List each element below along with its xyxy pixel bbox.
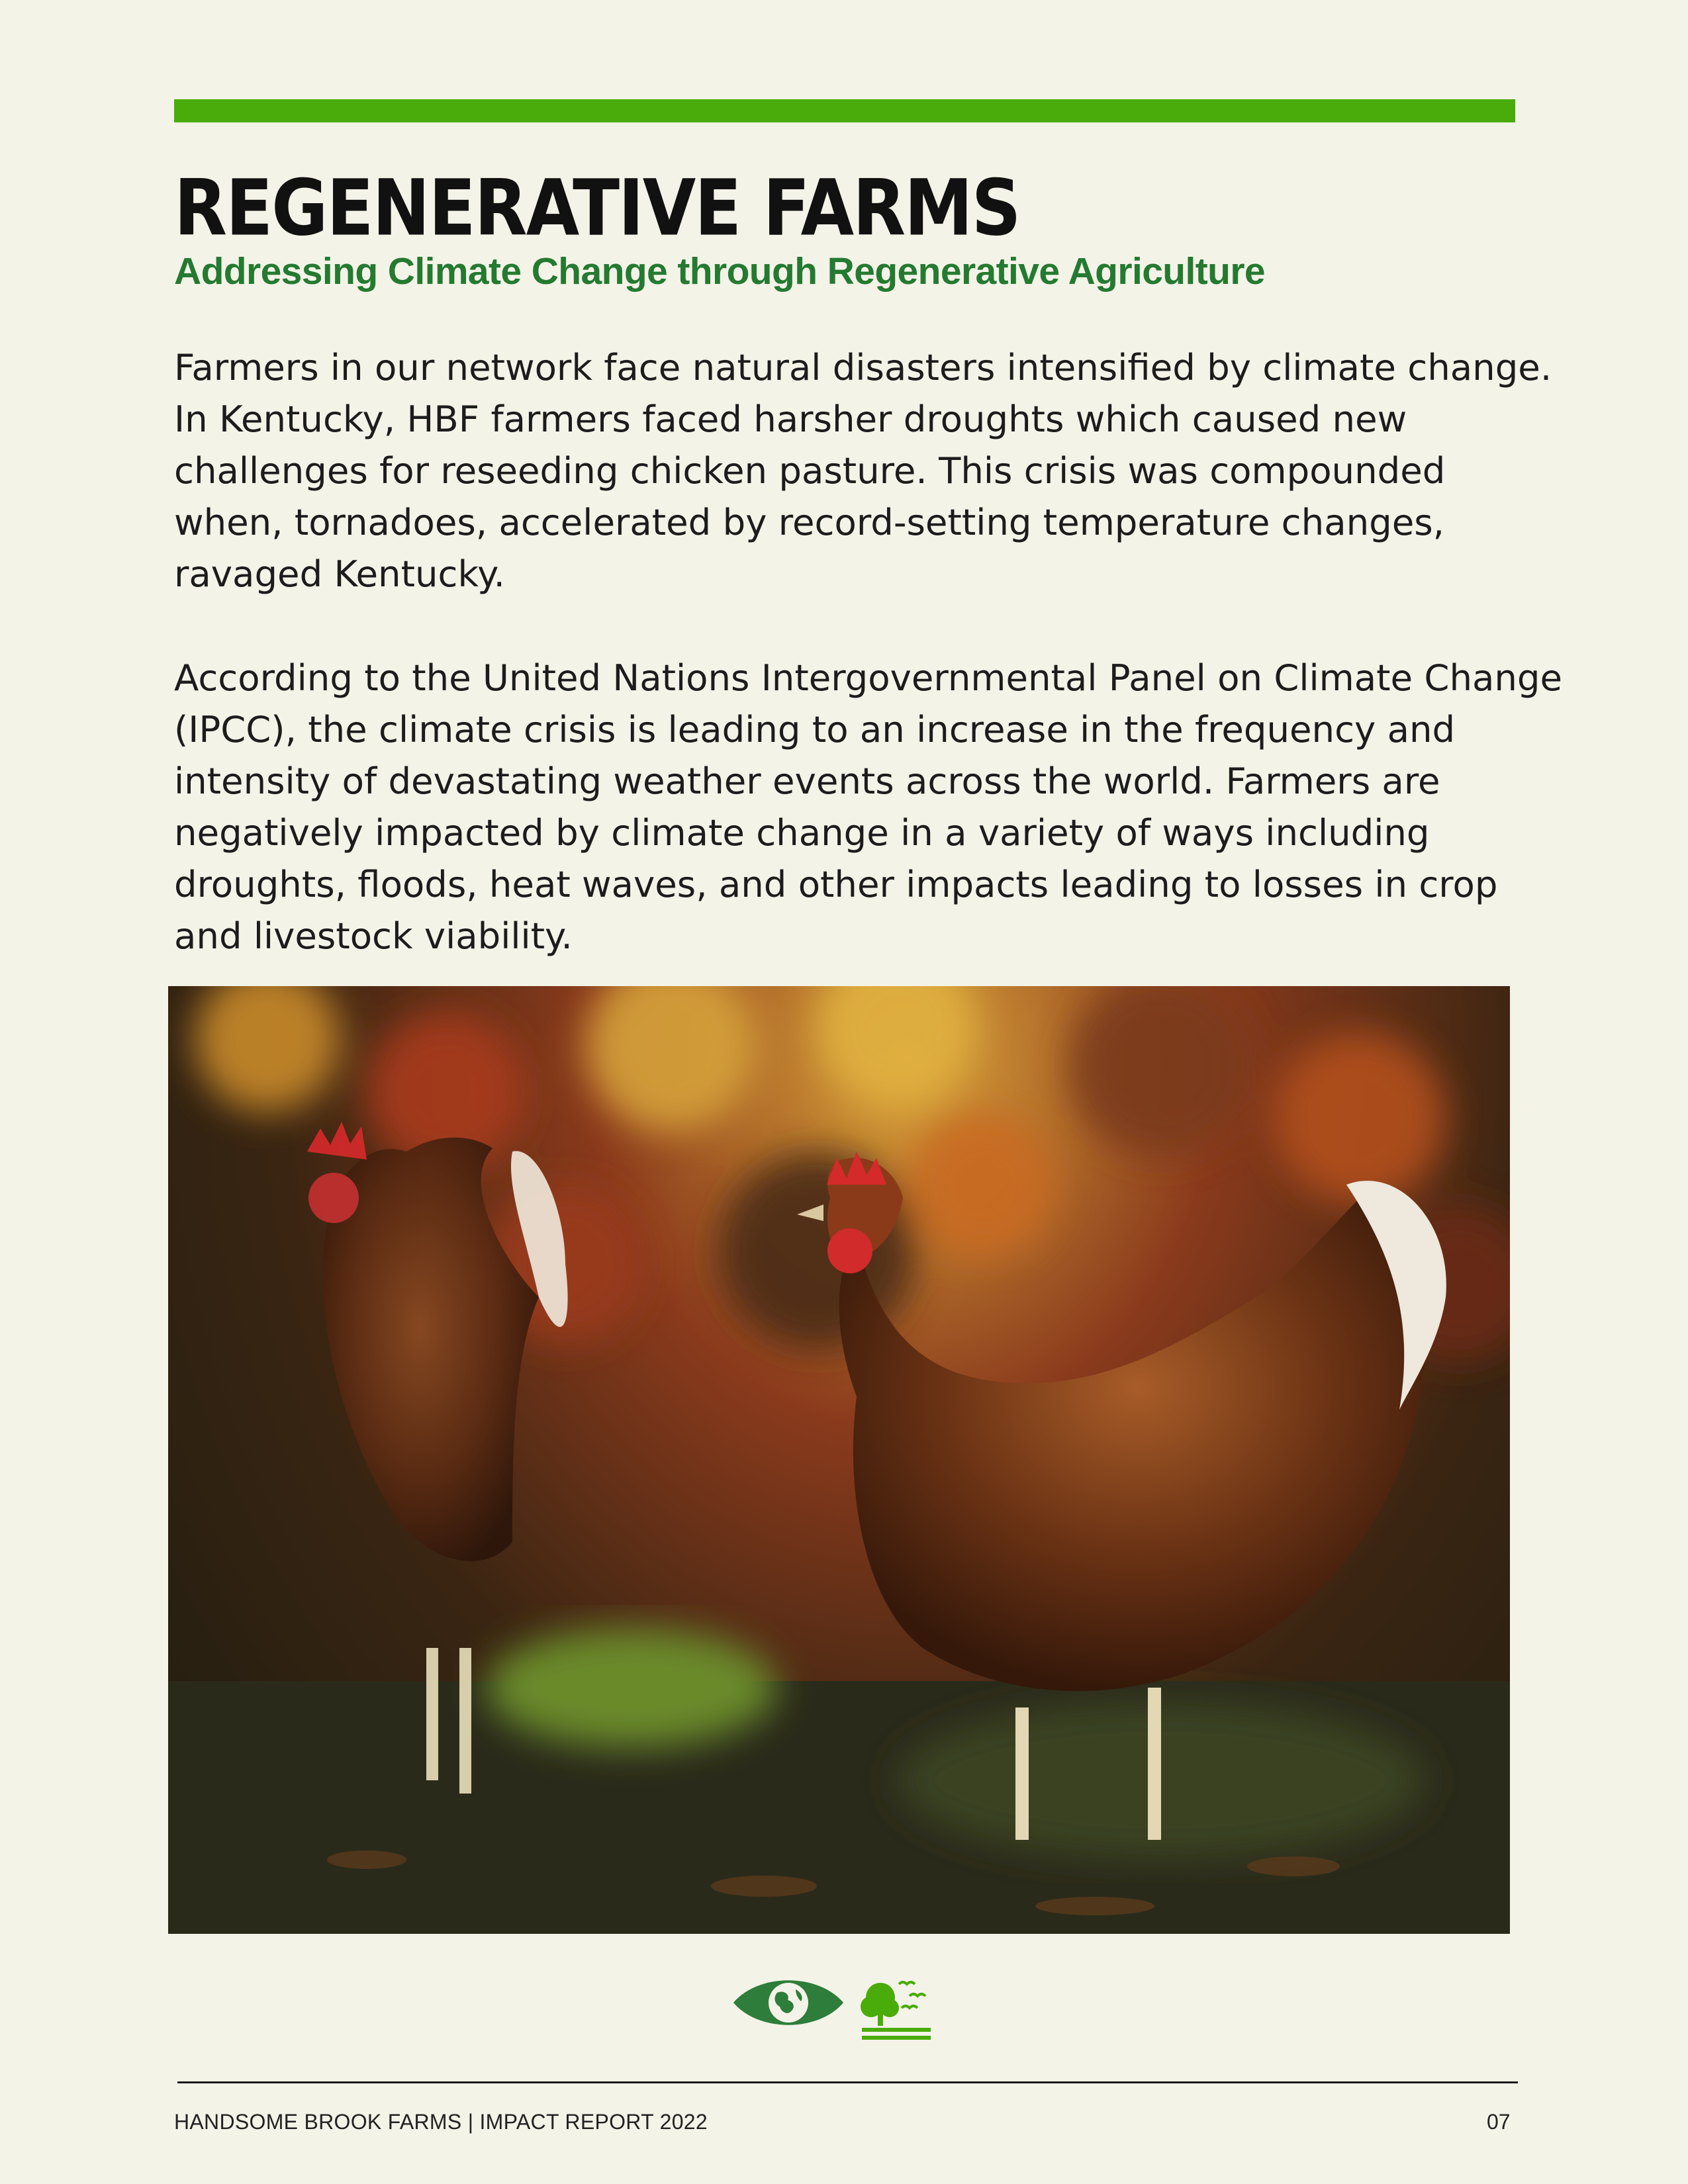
tree-birds-icon <box>861 1982 931 2040</box>
page-number: 07 <box>1487 2110 1511 2134</box>
footer-divider <box>177 2081 1518 2083</box>
footer-report-label: HANDSOME BROOK FARMS | IMPACT REPORT 2022 <box>174 2110 708 2134</box>
page-title: REGENERATIVE FARMS <box>174 162 1020 253</box>
top-accent-bar <box>174 99 1515 122</box>
footer-icons <box>732 1970 931 2044</box>
page-subtitle: Addressing Climate Change through Regenerative Agriculture <box>174 250 1266 293</box>
eye-globe-icon <box>733 1980 843 2025</box>
hens-photo <box>168 986 1510 1934</box>
body-paragraph-1: Farmers in our network face natural disasters intensified by climate change. In Kentucky, HBF farmers faced harsher droughts which caused new challenges for reseeding chicken pasture. This crisis was compounded when, tornadoes, accelerated by record-setting temperature changes, ravaged Kentucky. <box>174 346 1552 595</box>
body-paragraph-2: According to the United Nations Intergovernmental Panel on Climate Change (IPCC), the climate crisis is leading to an increase in the frequency and intensity of devastating weather events across the world. Farmers are negatively impacted by climate change in a variety of ways including droughts, floods, heat waves, and other impacts leading to losses in crop and livestock viability. <box>174 657 1563 957</box>
